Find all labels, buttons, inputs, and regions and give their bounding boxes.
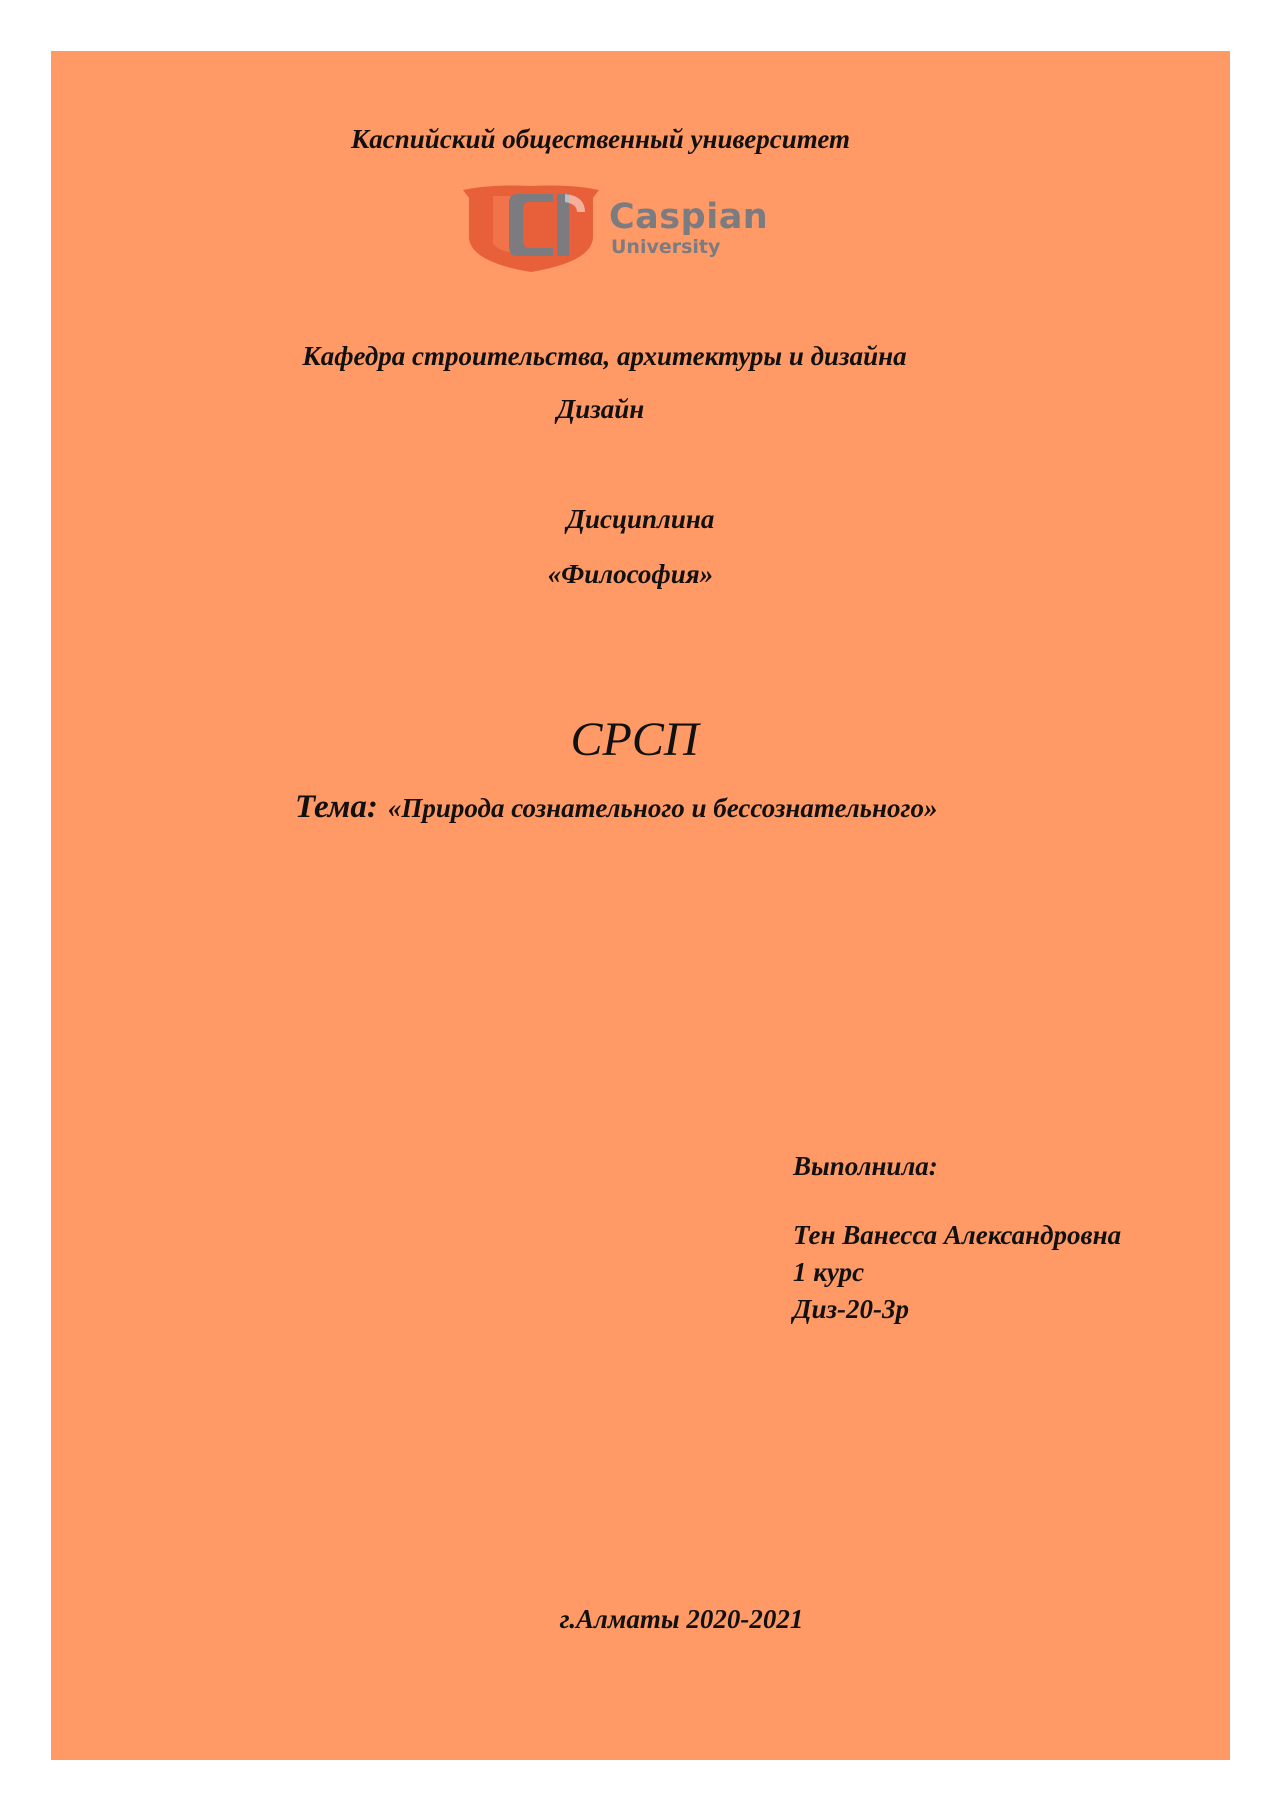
- discipline-name: «Философия»: [547, 559, 714, 589]
- title-page: [51, 51, 1230, 1760]
- student-course: 1 курс: [793, 1257, 865, 1287]
- caspian-university-logo: [461, 182, 791, 272]
- student-group: Диз-20-3р: [793, 1294, 909, 1324]
- work-type-title: СРСП: [570, 713, 699, 766]
- topic-line: [295, 791, 937, 824]
- logo-subtitle: University: [611, 236, 721, 258]
- specialty-name: Дизайн: [556, 394, 645, 424]
- university-crest-icon: [461, 182, 601, 272]
- discipline-label: Дисциплина: [566, 504, 715, 534]
- topic-label: Тема:: [295, 789, 378, 825]
- performed-by-label: Выполнила:: [793, 1151, 938, 1181]
- city-year: г.Алматы 2020-2021: [559, 1604, 804, 1634]
- logo-wordmark: Caspian: [609, 197, 769, 237]
- student-name: Тен Ванесса Александровна: [793, 1220, 1122, 1250]
- department-name: Кафедра строительства, архитектуры и дизайна: [302, 341, 907, 371]
- topic-value: «Природа сознательного и бессознательного»: [387, 793, 938, 823]
- university-name: Каспийский общественный университет: [350, 124, 851, 154]
